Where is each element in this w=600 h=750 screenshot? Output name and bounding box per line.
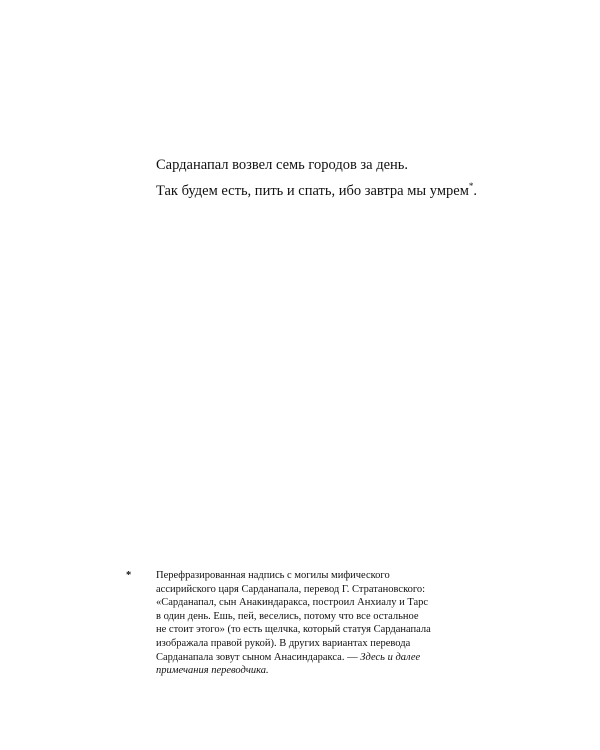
footnote-line-6: изображала правой рукой). В других вариантах перевода xyxy=(156,637,411,649)
footnote-line-1: Перефразированная надпись с могилы мифического xyxy=(156,570,390,581)
epigraph xyxy=(156,155,576,202)
epigraph-line-2-text: Так будем есть, пить и спать, ибо завтра мы умрем xyxy=(156,182,469,199)
epigraph-line-1: Сарданапал возвел семь городов за день. xyxy=(156,157,409,173)
footnote-line-5: не стоит этого» (то есть щелчка, который статуя Сарданапала xyxy=(156,624,431,636)
footnote-line-7-italic: Здесь и далее xyxy=(360,651,421,663)
footnote-text xyxy=(156,569,556,678)
epigraph-line-2 xyxy=(156,176,576,202)
epigraph-line-2-end: . xyxy=(473,182,477,199)
footnote-line-2: ассирийского царя Сарданапала, перевод Г. Стратановского: xyxy=(156,583,426,595)
footnote-line-7-plain: Сарданапала зовут сыном Анасиндаракса. — xyxy=(156,651,361,663)
footnote-reference[interactable]: * xyxy=(468,181,474,191)
footnote-line-4: в один день. Ешь, пей, веселись, потому что все остальное xyxy=(156,610,419,622)
footnote-line-8: примечания переводчика. xyxy=(156,665,269,677)
footnote-marker: * xyxy=(126,570,132,581)
footnote-line-3: «Сарданапал, сын Анакиндаракса, построил Анхиалу и Тарс xyxy=(156,597,429,609)
footnote-line-7 xyxy=(156,651,556,665)
